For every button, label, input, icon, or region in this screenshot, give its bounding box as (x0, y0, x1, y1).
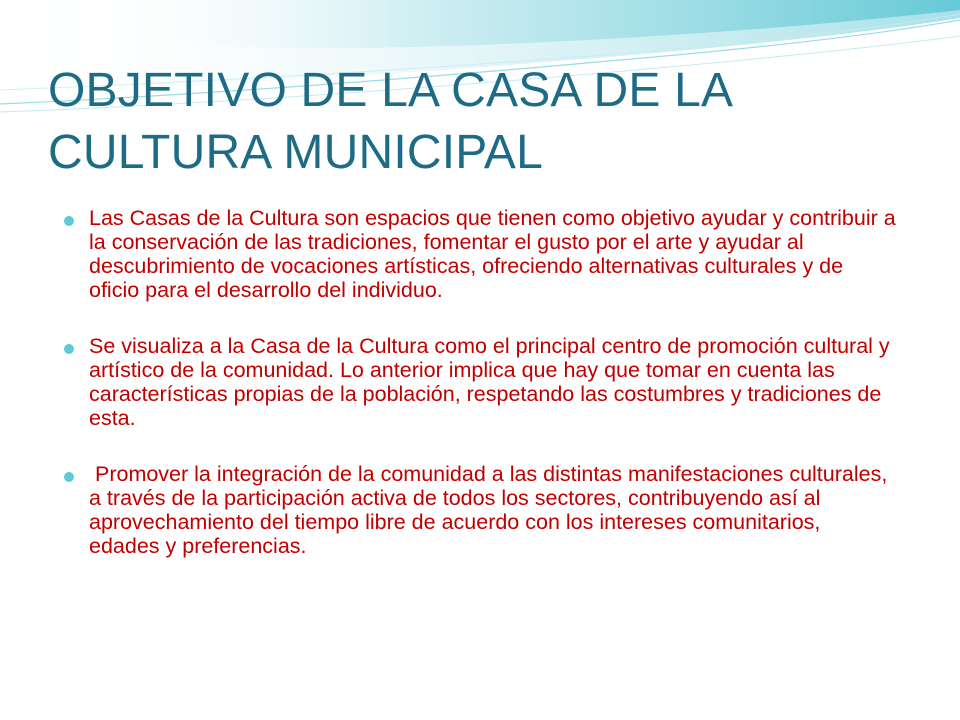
slide-title: OBJETIVO DE LA CASA DE LA CULTURA MUNICIPAL (48, 64, 731, 179)
bullet-icon (64, 344, 74, 354)
bullet-item (64, 462, 896, 558)
bullet-item (64, 334, 896, 430)
bullet-text: Las Casas de la Cultura son espacios que tienen como objetivo ayudar y contribuir a la conservación de las tradiciones, fomentar el gusto por el arte y ayudar al descubrimiento de vocaciones artísticas, ofreciendo alternativas culturales y de oficio para el desarrollo del individuo. (89, 206, 896, 302)
bullet-icon (64, 216, 74, 226)
bullet-text: Se visualiza a la Casa de la Cultura como el principal centro de promoción cultural y artístico de la comunidad. Lo anterior implica que hay que tomar en cuenta las características propias de la población, respetando las costumbres y tradiciones de esta. (89, 334, 890, 430)
bullet-list (64, 206, 896, 590)
bullet-text: Promover la integración de la comunidad a las distintas manifestaciones culturales, a través de la participación activa de todos los sectores, contribuyendo así al aprovechamiento del tiempo libre de acuerdo con los intereses comunitarios, edades y preferencias. (89, 462, 894, 558)
bullet-item (64, 206, 896, 302)
bullet-icon (64, 472, 74, 482)
